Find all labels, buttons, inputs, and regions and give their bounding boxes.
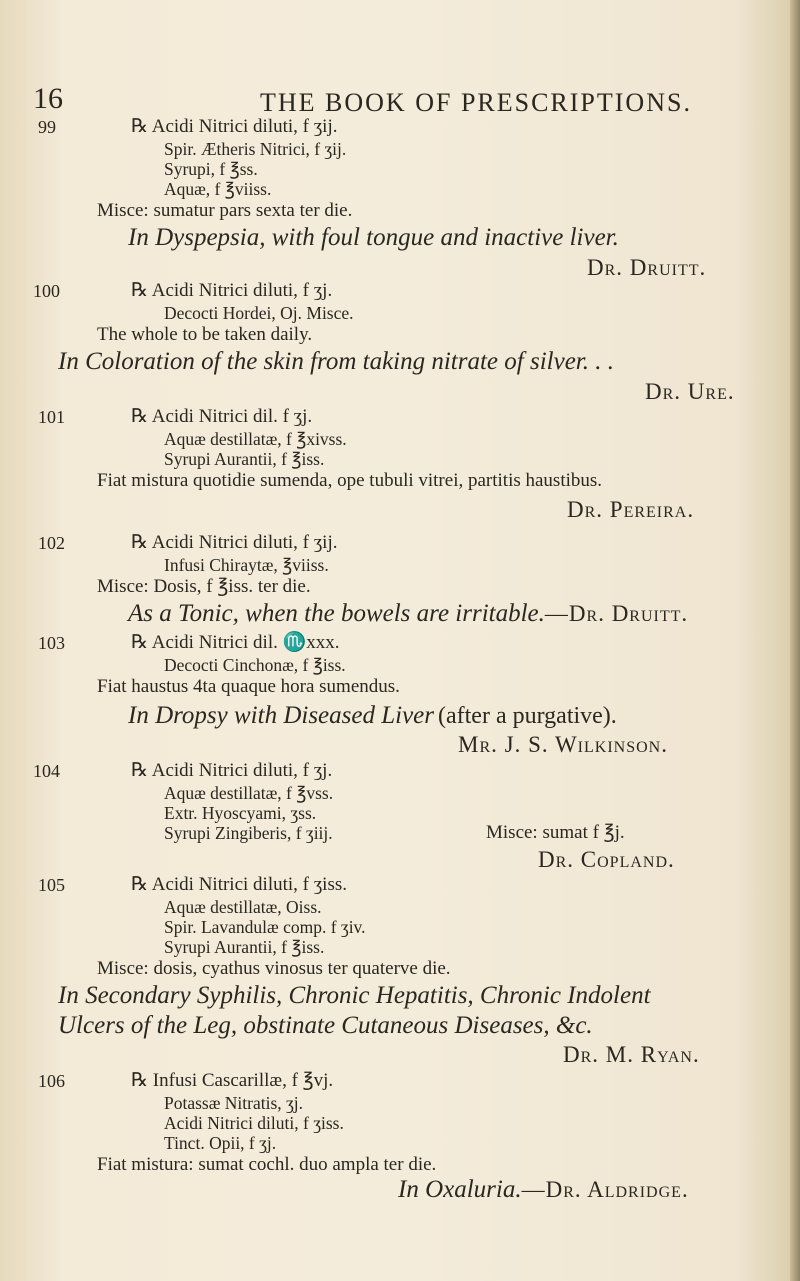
author-attribution: —Dr. Druitt. — [544, 601, 689, 626]
author-attribution: Dr. M. Ryan. — [563, 1042, 700, 1067]
ingredient-line: Acidi Nitrici diluti, f ʒiss. — [164, 1113, 344, 1133]
prescription-number: 101 — [38, 407, 65, 427]
ingredient-line: Tinct. Opii, f ʒj. — [164, 1133, 277, 1153]
ingredient-line: Decocti Cinchonæ, f ℥iss. — [164, 655, 346, 675]
direction-line: Misce: sumat f ℥j. — [486, 822, 625, 843]
ingredient-line: Extr. Hyoscyami, ʒss. — [164, 803, 317, 823]
direction-line: Misce: dosis, cyathus vinosus ter quaterve die. — [97, 958, 451, 979]
ingredient-line: Syrupi, f ℥ss. — [164, 159, 258, 179]
author-attribution: Dr. Druitt. — [587, 255, 707, 280]
prescription-number: 104 — [33, 761, 60, 781]
author-attribution: Dr. Pereira. — [567, 497, 695, 522]
prescription-number: 103 — [38, 633, 65, 653]
indication-heading: Ulcers of the Leg, obstinate Cutaneous Diseases, &c. — [58, 1012, 593, 1039]
prescription-number: 100 — [33, 281, 60, 301]
ingredient-line: Potassæ Nitratis, ʒj. — [164, 1093, 304, 1113]
page-edge — [790, 0, 800, 1281]
indication-heading: In Dyspepsia, with foul tongue and inactive liver. — [128, 224, 619, 251]
indication-line — [128, 702, 617, 730]
ingredient-line: Syrupi Aurantii, f ℥iss. — [164, 937, 325, 957]
ingredient-line: Spir. Ætheris Nitrici, f ʒij. — [164, 139, 347, 159]
author-attribution: —Dr. Aldridge. — [521, 1177, 689, 1202]
indication-note: (after a purgative). — [438, 703, 617, 729]
prescription-number: 105 — [38, 875, 65, 895]
direction-line: Misce: sumatur pars sexta ter die. — [97, 200, 353, 221]
ingredient-line: Infusi Chiraytæ, ℥viiss. — [164, 555, 329, 575]
ingredient-line: ℞ Acidi Nitrici diluti, f ʒj. — [131, 760, 333, 781]
ingredient-line: ℞ Acidi Nitrici dil. f ʒj. — [131, 406, 313, 427]
ingredient-line: ℞ Infusi Cascarillæ, f ℥vj. — [131, 1070, 334, 1091]
ingredient-line: ℞ Acidi Nitrici diluti, f ʒj. — [131, 280, 333, 301]
direction-line: Fiat mistura: sumat cochl. duo ampla ter die. — [97, 1154, 437, 1175]
ingredient-line: ℞ Acidi Nitrici diluti, f ʒij. — [131, 116, 338, 137]
author-attribution: Dr. Copland. — [538, 847, 675, 872]
ingredient-line: ℞ Acidi Nitrici diluti, f ʒij. — [131, 532, 338, 553]
ingredient-line: Spir. Lavandulæ comp. f ʒiv. — [164, 917, 366, 937]
ingredient-line: Syrupi Zingiberis, f ʒiij. — [164, 823, 333, 843]
page-number: 16 — [33, 82, 63, 115]
indication-heading: In Coloration of the skin from taking nitrate of silver. . . — [58, 348, 614, 375]
author-attribution: Mr. J. S. Wilkinson. — [458, 732, 668, 757]
ingredient-line: ℞ Acidi Nitrici dil. ♏xxx. — [131, 632, 340, 653]
indication-heading: As a Tonic, when the bowels are irritable. — [128, 600, 545, 627]
prescription-number: 99 — [38, 117, 56, 137]
indication-heading: In Secondary Syphilis, Chronic Hepatitis, Chronic Indolent — [58, 982, 651, 1009]
page-title: THE BOOK OF PRESCRIPTIONS. — [260, 88, 692, 117]
direction-line: Misce: Dosis, f ℥iss. ter die. — [97, 576, 311, 597]
ingredient-line: Syrupi Aurantii, f ℥iss. — [164, 449, 325, 469]
ingredient-line: ℞ Acidi Nitrici diluti, f ʒiss. — [131, 874, 347, 895]
prescription-number: 102 — [38, 533, 65, 553]
indication-heading: In Oxaluria. — [398, 1176, 522, 1203]
direction-line: Fiat mistura quotidie sumenda, ope tubuli vitrei, partitis haustibus. — [97, 470, 603, 491]
ingredient-line: Aquæ, f ℥viiss. — [164, 179, 272, 199]
ingredient-line: Aquæ destillatæ, f ℥xivss. — [164, 429, 347, 449]
indication-line — [398, 1176, 689, 1204]
indication-heading: In Dropsy with Diseased Liver — [128, 702, 434, 729]
ingredient-line: Decocti Hordei, Oj. Misce. — [164, 303, 354, 323]
prescription-number: 106 — [38, 1071, 65, 1091]
ingredient-line: Aquæ destillatæ, f ℥vss. — [164, 783, 334, 803]
indication-line — [128, 600, 688, 628]
author-attribution: Dr. Ure. — [645, 379, 735, 404]
direction-line: Fiat haustus 4ta quaque hora sumendus. — [97, 676, 400, 697]
ingredient-line: Aquæ destillatæ, Oiss. — [164, 897, 322, 917]
direction-line: The whole to be taken daily. — [97, 324, 313, 345]
